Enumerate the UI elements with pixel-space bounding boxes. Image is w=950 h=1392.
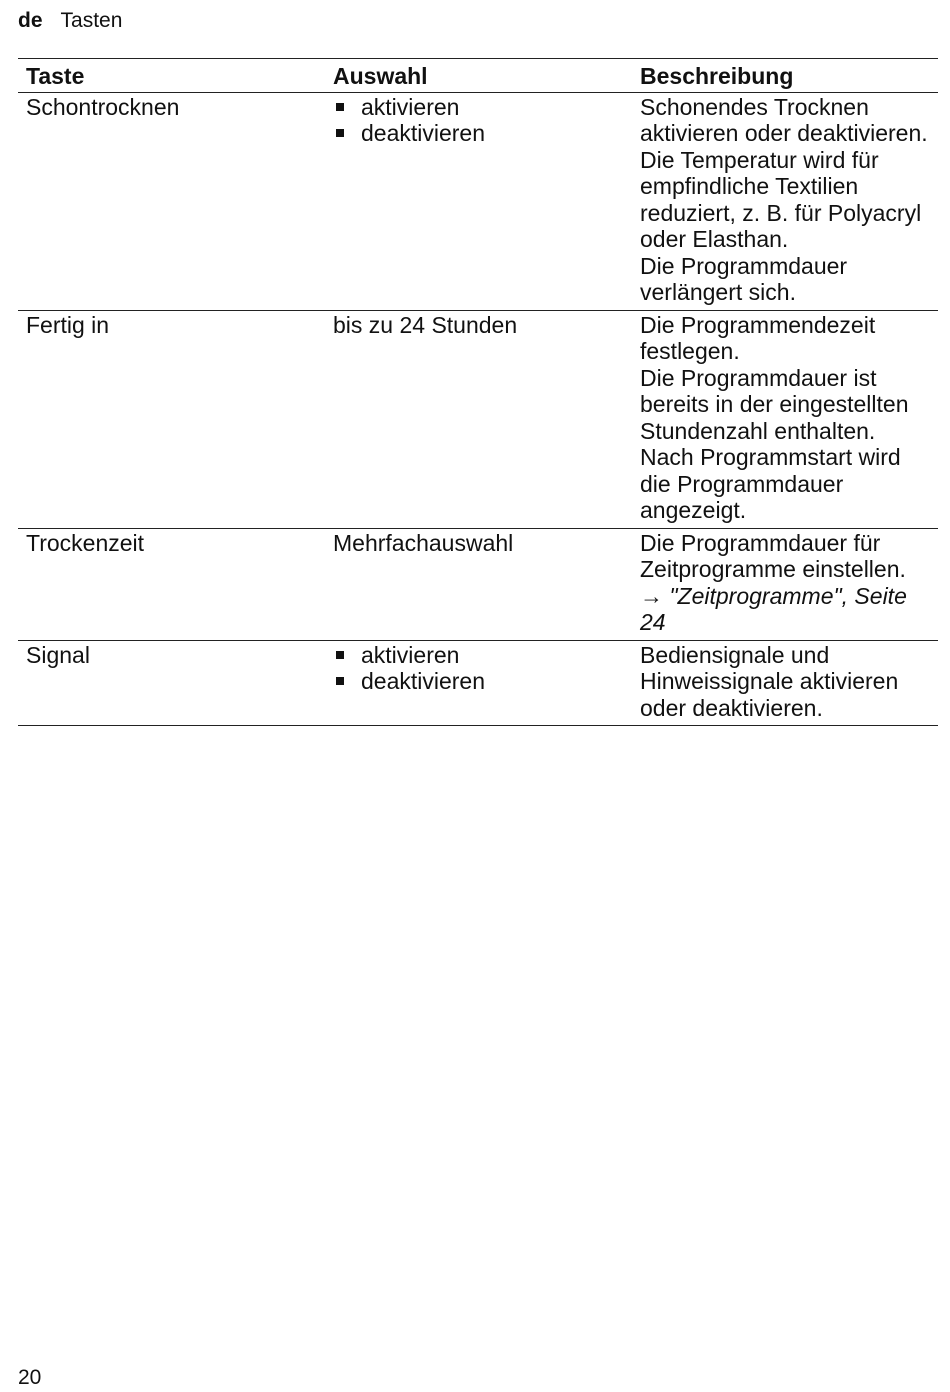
option-item: deaktivieren <box>333 120 624 147</box>
table-row <box>18 310 938 528</box>
description-cell <box>632 640 938 726</box>
key-name: Trockenzeit <box>26 529 145 556</box>
table-header-row <box>18 59 938 93</box>
option-item: aktivieren <box>333 642 624 669</box>
description-line: Die Temperatur wird für empfindliche Textilien reduziert, z. B. für Polyacryl oder Elasthan. <box>640 146 922 252</box>
description-cell <box>632 92 938 310</box>
column-header-taste: Taste <box>26 63 85 89</box>
table-row <box>18 528 938 640</box>
description-line: Die Programmendezeit festlegen. <box>640 311 876 364</box>
selection-text: bis zu 24 Stunden <box>333 311 518 338</box>
key-name: Signal <box>26 641 90 668</box>
page-header <box>18 8 122 34</box>
selection-cell <box>325 640 632 726</box>
description-cell <box>632 310 938 528</box>
option-item: deaktivieren <box>333 668 624 695</box>
language-code: de <box>18 9 43 32</box>
table-row <box>18 92 938 310</box>
description-line: Bediensignale und Hinweissignale aktivieren oder deaktivieren. <box>640 641 899 721</box>
key-name: Fertig in <box>26 311 110 338</box>
description-line: Nach Programmstart wird die Programmdauer angezeigt. <box>640 444 901 523</box>
page-reference-link[interactable]: → "Zeitprogramme", Seite 24 <box>640 582 907 635</box>
section-title: Tasten <box>60 9 123 32</box>
column-header-beschreibung: Beschreibung <box>640 63 794 89</box>
option-list <box>333 642 624 695</box>
description-line: Schonendes Trocknen aktivieren oder deaktivieren. <box>640 93 928 146</box>
description-line: Die Programmdauer verlängert sich. <box>640 252 848 305</box>
page-number: 20 <box>18 1366 42 1389</box>
description-line: Die Programmdauer für Zeitprogramme einstellen. <box>640 529 906 582</box>
selection-cell <box>325 92 632 310</box>
description-line: Die Programmdauer ist bereits in der eingestellten Stundenzahl enthalten. <box>640 364 909 444</box>
table-row <box>18 640 938 726</box>
option-item: aktivieren <box>333 94 624 121</box>
description-cell <box>632 528 938 640</box>
keys-table <box>18 58 938 726</box>
column-header-auswahl: Auswahl <box>333 63 428 89</box>
key-name: Schontrocknen <box>26 93 180 120</box>
option-list <box>333 94 624 147</box>
selection-text: Mehrfachauswahl <box>333 529 514 556</box>
